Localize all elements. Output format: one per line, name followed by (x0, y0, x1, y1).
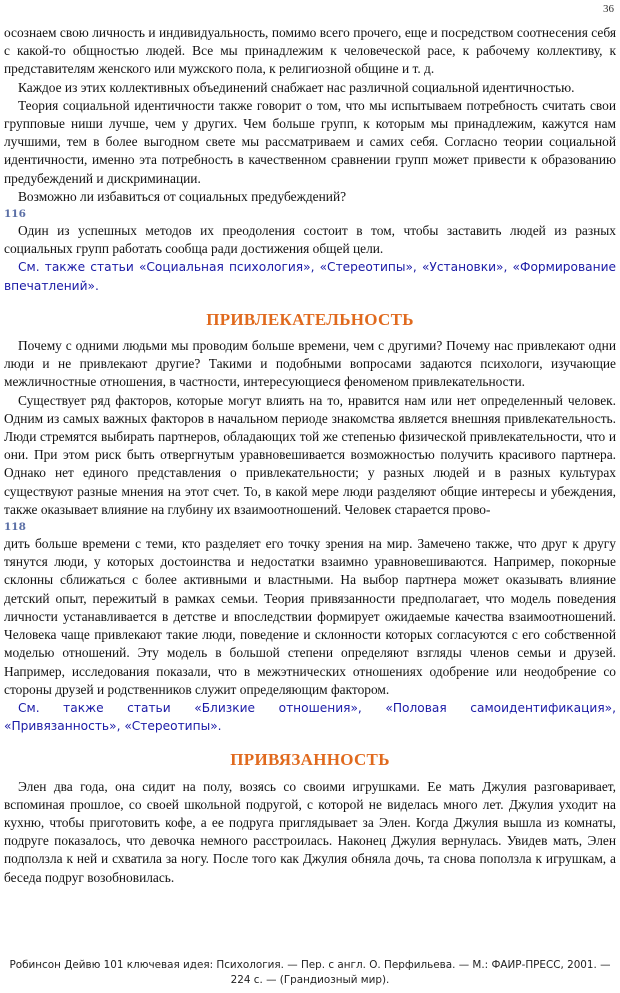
body-text (4, 24, 616, 887)
paragraph: Теория социальной идентичности также говорит о том, что мы испытываем потребность считать свои групповые ниши лучше, чем у других. Чем больше групп, к которым мы принадлежим, кажутся нам лучшими, тем в более выгодном свете мы рассматриваем и самих себя. Согласно теории социальной идентичности, именно эта потребность в качественном сравнении групп может привести к образованию предубеждений и дискриминации. (4, 97, 616, 186)
paragraph: Существует ряд факторов, которые могут влиять на то, нравится нам или нет определенный человек. Одним из самых важных факторов в начальном периоде знакомства является внешняя привлекательность. Люди стремятся выбирать партнеров, обладающих той же степенью физической привлекательности, что и они. При этом риск быть отвергнутым уравновешивается возможностью получить красивого партнера. Однако нет единого представления о привлекательности; у разных людей и в разных культурах существуют разные мнения на этот счет. То, в какой мере люди разделяют общие интересы и убеждения, также оказывает влияние на глубину их взаимоотношений. Человек старается прово- (4, 392, 616, 517)
paragraph-continuation: дить больше времени с теми, кто разделяет его точку зрения на мир. Замечено также, что друг к другу тянутся люди, у которых достоинства и недостатки взаимно уравновешиваются. Например, покорные склонны сближаться с более активными и властными. На выбор партнера может оказывать влияние детский опыт, пережитый в рамках семьи. Теория привязанности предполагает, что модель поведения личности устанавливается в детстве и впоследствии формирует ожидаемые качества взаимоотношений. Человека чаще привлекают такие люди, поведение и склонности которых согласуются с его собственной моделью отношений. Эту модель в большой степени определяют взгляды членов семьи и друзей. Например, исследования показали, что в межэтнических отношениях одобрение или неодобрение со стороны друзей и родственников служит определяющим фактором. (4, 536, 616, 697)
paragraph: Почему с одними людьми мы проводим больше времени, чем с другими? Почему нас привлекают одни люди и не привлекают другие? Такими и подобными вопросами задаются психологи, изучающие межличностные отношения, в частности, интересующиеся феноменом привлекательности. (4, 338, 616, 390)
paragraph: Один из успешных методов их преодоления состоит в том, чтобы заставить людей из разных социальных групп работать сообща ради достижения общей цели. (4, 223, 616, 257)
page-marker: 116 (4, 208, 26, 221)
page-footer (0, 958, 620, 988)
paragraph-continuation: осознаем свою личность и индивидуальность, помимо всего прочего, еще и посредством соотнесения себя с какой-то общностью людей. Все мы принадлежим к человеческой расе, к рабочему коллективу, к представителям женского или мужского пола, к религиозной общине и т. д. (4, 25, 616, 77)
paragraph: Элен два года, она сидит на полу, возясь со своими игрушками. Ее мать Джулия разговаривает, вспоминая прошлое, со своей школьной подругой, с которой не виделась много лет. Джулия уходит на кухню, чтобы приготовить кофе, а ее подруга приглядывает за Элен. Когда Джулия вышла из комнаты, подруге показалось, что девочка немного расстроилась. Наконец Джулия вернулась. Увидев мать, Элен подползла к ней и схватила за ногу. После того как Джулия обняла дочь, та снова поползла к игрушкам, а беседа подруг возобновилась. (4, 778, 616, 885)
paragraph: Каждое из этих коллективных объединений снабжает нас различной социальной идентичностью. (18, 79, 575, 95)
paragraph: Возможно ли избавиться от социальных предубеждений? (18, 188, 347, 204)
footer-citation-line: Робинсон Дейвю 101 ключевая идея: Психология. — Пер. с англ. О. Перфильева. — М.: ФАИР-ПРЕСС, 2001. — (9, 959, 611, 971)
section-heading: ПРИВЯЗАННОСТЬ (230, 750, 390, 770)
footer-citation-line: 224 с. — (Грандиозный мир). (230, 974, 390, 986)
section-heading: ПРИВЛЕКАТЕЛЬНОСТЬ (206, 309, 414, 329)
see-also-links[interactable]: См. также статьи «Социальная психология», «Стереотипы», «Установки», «Формирование впечатлений». (4, 260, 616, 293)
see-also-links[interactable]: См. также статьи «Близкие отношения», «Половая самоидентификация», «Привязанность», «Стереотипы». (4, 700, 616, 734)
page-number: 36 (603, 3, 614, 15)
page-marker: 118 (4, 521, 26, 534)
